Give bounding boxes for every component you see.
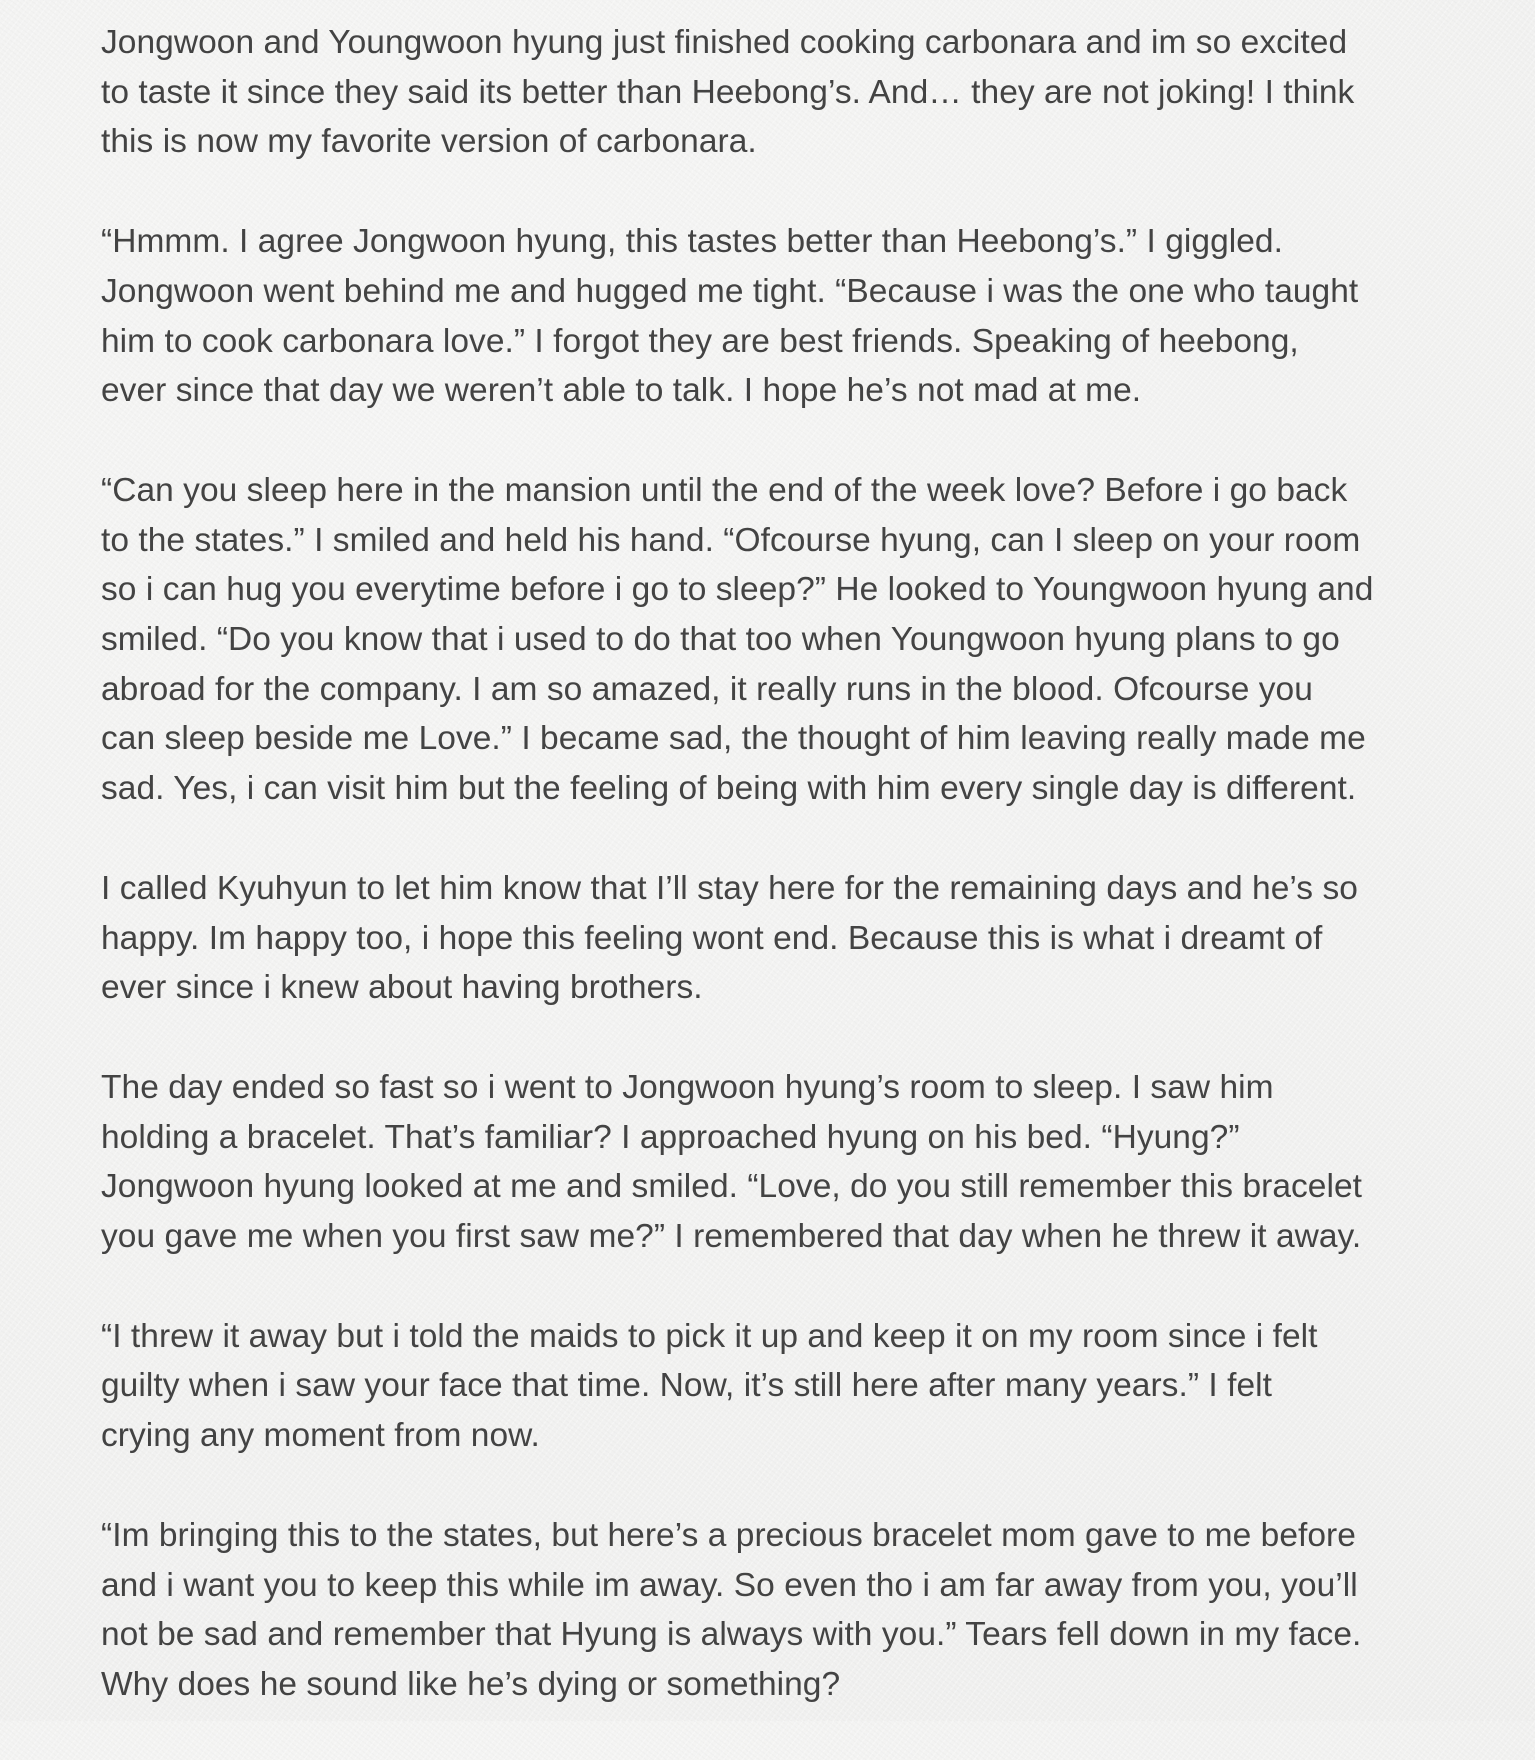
text-line: to the states.” I smiled and held his hand. “Ofcourse hyung, can I sleep on your room [101, 521, 1361, 559]
text-line: Jongwoon and Youngwoon hyung just finished cooking carbonara and im so excited [101, 24, 1348, 61]
text-line: Jongwoon hyung looked at me and smiled. “Love, do you still remember this bracelet [101, 1168, 1363, 1206]
text-line: Why does he sound like he’s dying or something? [101, 1665, 841, 1703]
text-line: happy. Im happy too, i hope this feeling wont end. Because this is what i dreamt of [101, 919, 1323, 957]
text-line: so i can hug you everytime before i go to sleep?” He looked to Youngwoon hyung and [101, 571, 1374, 609]
text-line: not be sad and remember that Hyung is always with you.” Tears fell down in my face. [101, 1616, 1362, 1654]
text-line: holding a bracelet. That’s familiar? I approached hyung on his bed. “Hyung?” [101, 1118, 1240, 1156]
paragraph [101, 1312, 1501, 1461]
paragraph [101, 466, 1501, 814]
paragraph [101, 1511, 1501, 1710]
text-line: ever since i knew about having brothers. [101, 969, 703, 1007]
text-line: Jongwoon went behind me and hugged me tight. “Because i was the one who taught [101, 272, 1359, 310]
text-line: can sleep beside me Love.” I became sad, the thought of him leaving really made me [101, 720, 1366, 758]
text-line: “I threw it away but i told the maids to pick it up and keep it on my room since i felt [101, 1317, 1318, 1355]
paragraph [101, 217, 1501, 416]
text-line: abroad for the company. I am so amazed, it really runs in the blood. Ofcourse you [101, 670, 1313, 708]
text-line: him to cook carbonara love.” I forgot they are best friends. Speaking of heebong, [101, 322, 1299, 360]
text-line: crying any moment from now. [101, 1417, 540, 1455]
text-line: “Can you sleep here in the mansion until the end of the week love? Before i go back [101, 471, 1348, 509]
text-line: guilty when i saw your face that time. Now, it’s still here after many years.” I felt [101, 1367, 1273, 1405]
text-line: “Im bringing this to the states, but here’s a precious bracelet mom gave to me before [101, 1516, 1356, 1554]
paragraph [101, 864, 1501, 1013]
text-line: you gave me when you first saw me?” I remembered that day when he threw it away. [101, 1218, 1362, 1256]
text-line: smiled. “Do you know that i used to do that too when Youngwoon hyung plans to go [101, 621, 1340, 659]
text-line: “Hmmm. I agree Jongwoon hyung, this tastes better than Heebong’s.” I giggled. [101, 223, 1283, 261]
text-line: and i want you to keep this while im away. So even tho i am far away from you, you’ll [101, 1566, 1358, 1604]
paragraph [101, 1063, 1501, 1262]
text-line: The day ended so fast so i went to Jongwoon hyung’s room to sleep. I saw him [101, 1068, 1274, 1106]
text-line: I called Kyuhyun to let him know that I’ll stay here for the remaining days and he’s so [101, 869, 1358, 907]
text-line: ever since that day we weren’t able to talk. I hope he’s not mad at me. [101, 372, 1142, 410]
story-page [101, 18, 1501, 1760]
text-line: to taste it since they said its better than Heebong’s. And… they are not joking! I think [101, 73, 1355, 111]
text-line: this is now my favorite version of carbonara. [101, 123, 757, 161]
text-line: sad. Yes, i can visit him but the feeling of being with him every single day is different. [101, 770, 1357, 808]
paragraph [101, 18, 1501, 167]
